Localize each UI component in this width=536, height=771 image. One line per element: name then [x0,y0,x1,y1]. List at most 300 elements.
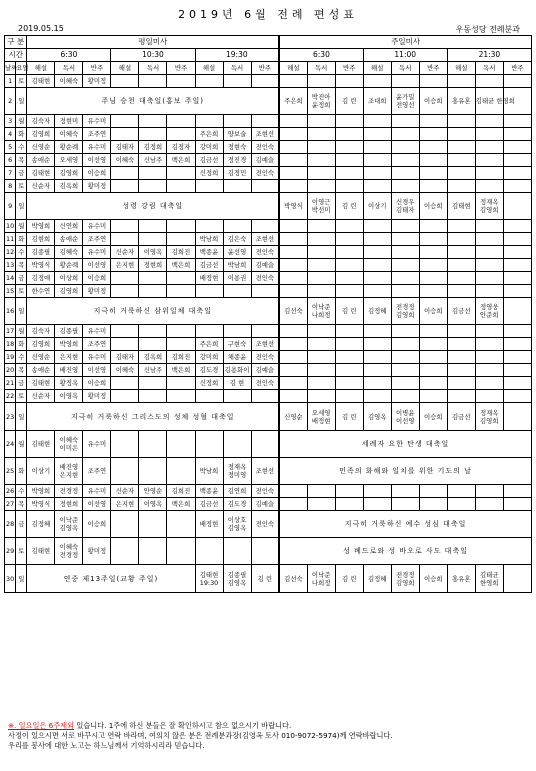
schedule-row [5,390,532,403]
assignment-cell: 박영식 [27,259,55,272]
date-cell: 16 [5,298,16,325]
assignment-cell [279,285,307,298]
assignment-cell [223,511,251,538]
assignment-cell [447,390,475,403]
schedule-row [5,128,532,141]
assignment-cell: 김종필 [27,246,55,259]
assignment-cell: 조주연 [83,128,111,141]
assignment-cell: 김예슬 [251,259,279,272]
assignment-cell [503,246,531,259]
assignment-cell [139,180,167,193]
schedule-row [5,180,532,193]
assignment-cell: 김숙자 [27,115,55,128]
date-cell: 14 [5,272,16,285]
assignment-cell [419,338,447,351]
assignee-name: 윤정희 [311,101,331,109]
assignment-cell [419,377,447,390]
assignment-cell: 김태자 [111,141,139,154]
schedule-row [5,377,532,390]
assignment-cell [307,115,335,128]
assignment-cell: 전인숙 [251,485,279,498]
assignment-cell [363,259,391,272]
parish-name: 우동성당 전례분과 [455,25,520,34]
assignment-cell [307,128,335,141]
assignment-cell [475,128,503,141]
assignment-cell: 송애순 [27,154,55,167]
assignment-cell [503,351,531,364]
assignment-cell [139,377,167,390]
assignee-name: 나희정 [311,578,331,587]
assignment-cell [335,364,363,377]
dow-cell: 일 [16,193,27,220]
role-header: 해설 [111,62,139,75]
assignment-cell: 김도경 [195,364,223,377]
assignment-cell: 이상기 [27,458,55,485]
assignment-cell [503,141,531,154]
assignment-cell [279,154,307,167]
assignment-cell: 유수미 [83,485,111,498]
assignment-cell [503,220,531,233]
assignment-cell [391,403,419,431]
assignment-cell [223,75,251,88]
assignment-cell [139,220,167,233]
assignment-cell: 박영희 [27,485,55,498]
assignment-cell [167,431,195,458]
assignment-cell: 이승희 [419,565,447,593]
date-cell: 22 [5,390,16,403]
assignment-cell: 김정혜 [27,511,55,538]
assignment-cell: 김태현 [27,75,55,88]
assignee-name: 이낙준 [311,303,331,311]
assignment-cell: 유수미 [83,220,111,233]
assignment-cell: 홍유혼 [447,88,475,115]
role-header: 해설 [363,62,391,75]
assignment-cell: 송애순 [55,233,83,246]
sunday-feast-note: 민족의 화해와 일치를 위한 기도의 날 [279,458,531,485]
assignee-name: 김태현 [199,570,219,579]
assignment-cell: 전인숙 [251,351,279,364]
assignment-cell [447,338,475,351]
assignment-cell: 김예슬 [251,498,279,511]
assignment-cell: 박영희 [55,338,83,351]
date-cell: 1 [5,75,16,88]
schedule-row [5,220,532,233]
assignee-name: 은지현 [59,471,79,479]
assignment-cell [335,272,363,285]
assignment-cell [419,246,447,259]
role-header: 반주 [335,62,363,75]
assignment-cell: 신남주 [139,154,167,167]
assignment-cell [195,390,223,403]
assignment-cell [307,154,335,167]
assignment-cell [307,298,335,325]
assignment-cell [251,325,279,338]
assignment-cell [391,115,419,128]
assignment-cell [391,193,419,220]
assignment-cell [503,498,531,511]
assignment-cell [419,351,447,364]
assignment-cell: 정진경 [223,154,251,167]
assignment-cell [139,75,167,88]
dow-cell: 금 [16,167,27,180]
schedule-row [5,259,532,272]
assignment-cell [307,220,335,233]
assignment-cell [279,233,307,246]
assignment-cell [279,115,307,128]
assignment-cell [391,88,419,115]
assignment-cell [391,75,419,88]
assignment-cell: 김정애 [27,272,55,285]
assignment-cell: 이선영 [83,498,111,511]
assignment-cell [167,338,195,351]
assignment-cell: 김금선 [195,259,223,272]
assignment-cell [279,167,307,180]
assignment-cell: 김태현 [27,167,55,180]
schedule-row [5,285,532,298]
assignment-cell [223,390,251,403]
assignment-cell: 이승희 [419,193,447,220]
assignment-cell [419,390,447,403]
assignment-cell: 유수미 [83,351,111,364]
assignment-cell [167,285,195,298]
assignment-cell: 전인숙 [251,377,279,390]
assignment-cell [195,75,223,88]
assignment-cell [419,154,447,167]
assignee-name: 박선미 [311,206,331,214]
date-cell: 18 [5,338,16,351]
assignment-cell: 김 린 [335,88,363,115]
dow-cell: 목 [16,498,27,511]
assignment-cell [391,141,419,154]
assignment-cell: 이승희 [83,167,111,180]
assignment-cell [195,565,223,593]
assignment-cell [279,220,307,233]
date-cell: 13 [5,259,16,272]
assignment-cell: 이선영 [83,364,111,377]
assignee-name: 이영근 [311,198,331,206]
schedule-row [5,338,532,351]
assignment-cell: 양보술 [223,128,251,141]
assignment-cell [419,141,447,154]
schedule-row [5,167,532,180]
assignment-cell [475,180,503,193]
assignment-cell [503,298,531,325]
assignment-cell [195,285,223,298]
assignment-cell [223,285,251,298]
assignment-cell: 김 린 [335,403,363,431]
assignment-cell: 은지현 [55,351,83,364]
assignment-cell [447,285,475,298]
schedule-row [5,431,532,458]
assignment-cell [503,390,531,403]
assignee-name: 전영선 [395,101,415,109]
assignment-cell: 신정희 [195,377,223,390]
assignee-name: 이혜숙 [59,543,79,551]
assignment-cell [363,167,391,180]
assignment-cell [419,285,447,298]
assignment-cell [139,458,167,485]
assignment-cell [363,325,391,338]
assignment-cell [419,485,447,498]
schedule-row [5,485,532,498]
assignment-cell: 이혜숙 [111,154,139,167]
dow-cell: 금 [16,377,27,390]
assignment-cell: 김희진 [167,246,195,259]
assignment-cell [307,259,335,272]
assignment-cell: 전인숙 [251,167,279,180]
assignment-cell [447,167,475,180]
assignment-cell: 이영옥 [55,390,83,403]
time-header: 21:30 [447,49,531,62]
date-cell: 21 [5,377,16,390]
assignment-cell [363,351,391,364]
dow-cell: 수 [16,246,27,259]
schedule-row [5,325,532,338]
schedule-table [4,35,532,593]
assignment-cell: 주은희 [195,338,223,351]
assignment-cell [223,431,251,458]
assignment-cell [475,390,503,403]
assignment-cell [447,75,475,88]
assignment-cell [335,338,363,351]
assignment-cell: 김정민 [223,167,251,180]
sunday-feast-note: 성 베드로와 성 바오로 사도 대축일 [279,538,531,565]
assignment-cell [419,180,447,193]
assignment-cell: 이승희 [419,88,447,115]
assignment-cell [447,364,475,377]
assignment-cell [251,285,279,298]
assignment-cell: 김정자 [167,141,195,154]
assignment-cell [503,338,531,351]
dow-cell: 월 [16,115,27,128]
assignment-cell [251,390,279,403]
assignment-cell: 박남희 [195,458,223,485]
assignment-cell [447,259,475,272]
assignee-name: 정재옥 [480,198,499,206]
assignee-name: 이미은 [59,444,79,452]
assignment-cell: 백은희 [167,154,195,167]
assignment-cell: 백은희 [167,498,195,511]
assignment-cell [363,128,391,141]
assignment-cell [195,431,223,458]
assignment-cell [307,233,335,246]
assignment-cell [447,154,475,167]
assignment-cell [447,115,475,128]
assignment-cell [307,325,335,338]
assignment-cell [279,377,307,390]
assignment-cell: 조주연 [83,458,111,485]
assignment-cell [195,180,223,193]
role-header: 독서 [307,62,335,75]
assignment-cell: 유수미 [83,431,111,458]
assignment-cell [279,338,307,351]
date-cell: 8 [5,180,16,193]
assignment-cell [475,351,503,364]
assignment-cell [447,377,475,390]
schedule-row [5,272,532,285]
schedule-row [5,351,532,364]
assignment-cell [195,538,223,565]
assignee-name: 안준희 [480,311,499,319]
assignment-cell [279,351,307,364]
date-cell: 12 [5,246,16,259]
assignment-cell: 박영식 [279,193,307,220]
time-header: 6:30 [279,49,363,62]
assignment-cell [279,259,307,272]
schedule-row [5,154,532,167]
assignment-cell [111,377,139,390]
schedule-row [5,403,532,431]
assignment-cell [139,338,167,351]
assignment-cell [363,377,391,390]
assignment-cell: 신영순 [27,351,55,364]
assignment-cell [447,485,475,498]
schedule-row [5,538,532,565]
assignment-cell [503,272,531,285]
assignment-cell: 김영희 [55,167,83,180]
assignment-cell [279,75,307,88]
assignee-name: 김태자 [395,206,415,214]
assignment-cell [363,115,391,128]
time-header: 10:30 [111,49,195,62]
assignment-cell [279,364,307,377]
assignment-cell: 김용화이 [223,364,251,377]
role-header: 독서 [475,62,503,75]
assignment-cell [335,220,363,233]
assignment-cell: 배정현 [195,272,223,285]
feast-name: 연중 제13주일(교황 주일) [27,565,195,593]
assignment-cell [223,220,251,233]
dow-cell: 금 [16,511,27,538]
assignment-cell [475,565,503,593]
assignment-cell: 김태균 한영희 [475,88,503,115]
dow-label: 요일 [16,62,27,75]
assignment-cell [279,180,307,193]
role-header: 해설 [279,62,307,75]
assignment-cell [307,364,335,377]
assignment-cell [447,246,475,259]
assignment-cell [503,154,531,167]
assignment-cell [363,154,391,167]
assignment-cell: 신순자 [27,180,55,193]
assignment-cell [335,128,363,141]
assignment-cell [251,565,279,593]
assignment-cell [307,193,335,220]
assignee-name: 이선영 [395,416,415,425]
assignment-cell: 황미정 [83,180,111,193]
assignment-cell: 김 린 [335,193,363,220]
assignment-cell: 유수미 [83,115,111,128]
assignment-cell: 홍유혼 [447,565,475,593]
assignment-cell: 백은희 [167,364,195,377]
dow-cell: 화 [16,338,27,351]
assignment-cell: 송애순 [27,364,55,377]
assignment-cell: 전인숙 [251,141,279,154]
assignment-cell [475,338,503,351]
assignment-cell [167,115,195,128]
assignment-cell: 유수미 [83,141,111,154]
assignment-cell: 김금선 [195,154,223,167]
assignment-cell [503,485,531,498]
assignment-cell [139,272,167,285]
assignment-cell [447,233,475,246]
assignment-cell [279,325,307,338]
assignee-name: 김영옥 [227,578,247,587]
assignment-cell: 김현희 [27,233,55,246]
feast-name: 지극히 거룩하신 삼위일체 대축일 [27,298,279,325]
assignment-cell [111,338,139,351]
assignment-cell [503,377,531,390]
assignment-cell [391,364,419,377]
assignment-cell [447,272,475,285]
assignee-name: 김 린 [257,574,273,583]
assignee-name: 19:30 [199,578,219,587]
assignment-cell: 전인숙 [251,246,279,259]
dow-cell: 월 [16,220,27,233]
assignment-cell: 김영옥 [363,403,391,431]
assignment-cell [307,272,335,285]
assignment-cell [475,141,503,154]
assignment-cell [139,128,167,141]
assignment-cell [335,390,363,403]
assignment-cell [55,431,83,458]
assignment-cell [363,485,391,498]
assignment-cell: 신영순 [27,141,55,154]
assignee-name: 정재옥 [227,463,247,471]
assignment-cell [335,485,363,498]
assignment-cell [111,431,139,458]
role-header: 해설 [447,62,475,75]
assignment-cell [139,538,167,565]
assignment-cell: 이승희 [83,377,111,390]
assignment-cell [279,485,307,498]
assignment-cell [251,115,279,128]
assignment-cell [335,75,363,88]
assignment-cell: 한수연 [27,285,55,298]
assignment-cell [419,325,447,338]
assignment-cell [447,141,475,154]
assignment-cell [335,141,363,154]
date-cell: 5 [5,141,16,154]
assignment-cell: 김혜숙 [55,246,83,259]
role-header: 독서 [223,62,251,75]
assignment-cell [307,75,335,88]
assignment-cell [503,565,531,593]
assignment-cell: 정현숙 [223,141,251,154]
role-header: 독서 [55,62,83,75]
assignment-cell: 안영순 [139,485,167,498]
assignment-cell: 김태현 [27,377,55,390]
assignment-cell: 오세영 [55,154,83,167]
footer-notes [8,721,528,751]
assignment-cell: 박영희 [27,220,55,233]
assignment-cell: 박남희 [195,233,223,246]
assignment-cell [419,220,447,233]
assignment-cell: 김 현 [223,377,251,390]
assignment-cell: 김정혜 [363,298,391,325]
assignment-cell: 전경정 [55,485,83,498]
date-cell: 7 [5,167,16,180]
assignment-cell [279,498,307,511]
dow-cell: 수 [16,141,27,154]
assignment-cell [475,220,503,233]
assignee-name: 배정현 [311,416,331,425]
assignment-cell: 조주연 [83,338,111,351]
assignment-cell: 이상희 [55,272,83,285]
assignment-cell [251,180,279,193]
feast-name: 주님 승천 대축일(홍보 주일) [27,88,279,115]
assignment-cell [475,193,503,220]
